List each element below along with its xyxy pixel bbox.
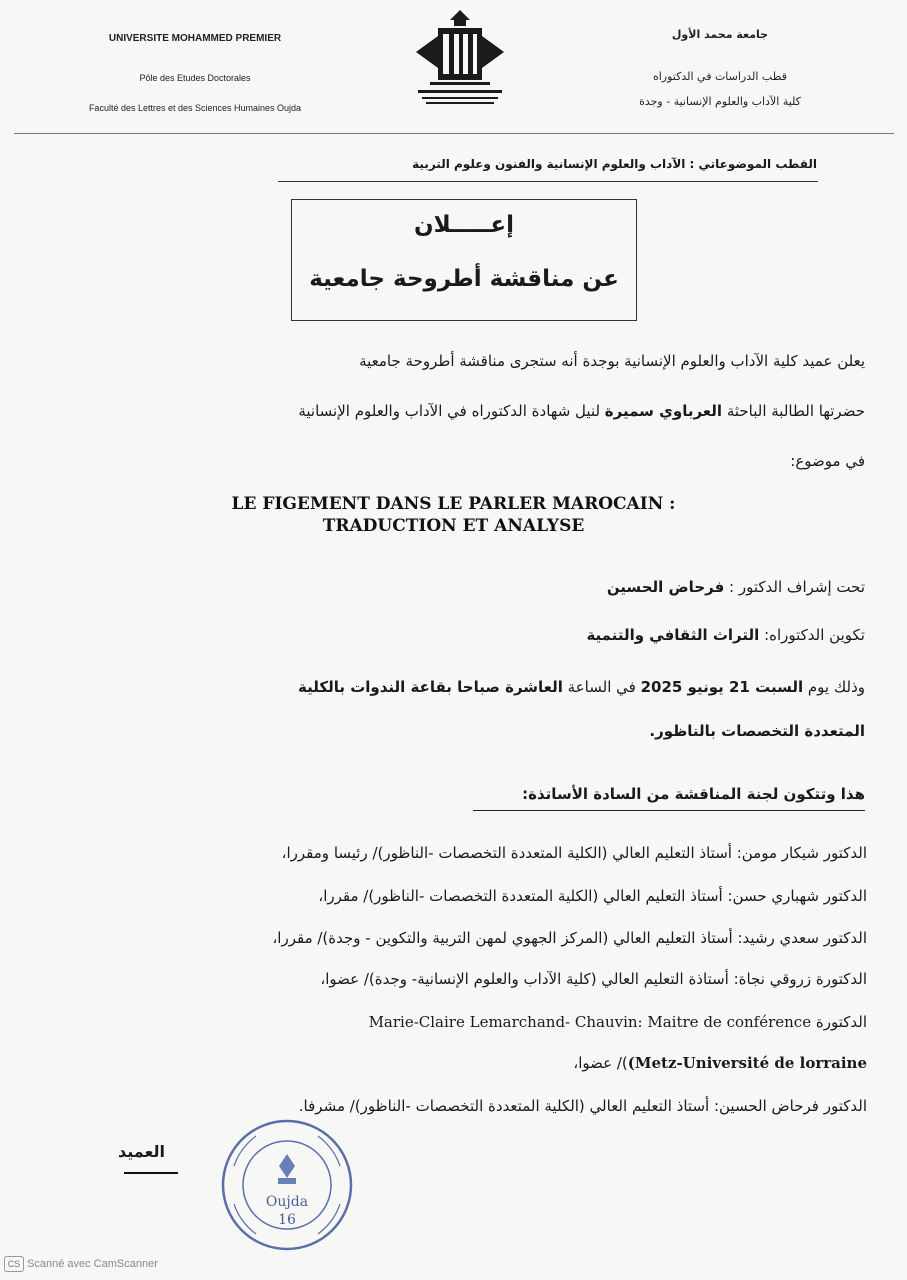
jury-member-5-title: الدكتورة xyxy=(815,1013,867,1031)
header-university-ar: جامعة محمد الأول xyxy=(671,28,769,41)
dean-signature-label: العميد xyxy=(118,1142,166,1161)
supervision-line xyxy=(607,578,865,596)
jury-member-3: الدكتور سعدي رشيد: أستاذ التعليم العالي (المركز الجهوي لمهن التربية والتكوين - وجدة)/ مقررا، xyxy=(272,929,867,947)
jury-member-6: الدكتور فرحاض الحسين: أستاذ التعليم العالي (الكلية المتعددة التخصصات -الناظور)/ مشرفا. xyxy=(298,1097,867,1115)
jury-member-4: الدكتورة زروقي نجاة: أستاذة التعليم العالي (كلية الآداب والعلوم الإنسانية- وجدة)/ عضوا، xyxy=(320,970,867,988)
jury-member-5-role: )/ عضوا، xyxy=(573,1054,628,1072)
training-label: تكوين الدكتوراه: xyxy=(759,626,865,644)
body-line-2-suffix: لنيل شهادة الدكتوراه في الآداب والعلوم الإنسانية xyxy=(298,402,605,420)
header-faculty-fr: Faculté des Lettres et des Sciences Humaines Oujda xyxy=(88,103,302,113)
camscanner-logo-icon: CS xyxy=(4,1256,24,1272)
defense-time: العاشرة صباحا xyxy=(457,678,563,696)
defense-date: السبت 21 يونيو 2025 xyxy=(640,678,804,696)
jury-member-5-affiliation xyxy=(573,1054,867,1072)
training-name: التراث الثقافي والتنمية xyxy=(586,626,760,644)
header-divider xyxy=(14,133,894,134)
thesis-title-line-1: LE FIGEMENT DANS LE PARLER MAROCAIN : xyxy=(231,494,676,514)
supervisor-name: فرحاض الحسين xyxy=(606,578,725,596)
body-line-2 xyxy=(298,402,865,420)
training-line xyxy=(586,626,865,644)
announcement-title: إعـــــلان xyxy=(414,212,514,238)
jury-heading-underline xyxy=(473,810,865,811)
body-line-1: يعلن عميد كلية الآداب والعلوم الإنسانية بوجدة أنه ستجرى مناقشة أطروحة جامعية xyxy=(359,352,865,370)
stamp-city: Oujda xyxy=(265,1194,309,1210)
schedule-line-2: المتعددة التخصصات بالناظور. xyxy=(649,722,865,740)
body-line-2-prefix: حضرتها الطالبة الباحثة xyxy=(722,402,865,420)
jury-member-5 xyxy=(369,1013,867,1031)
scanner-watermark xyxy=(4,1256,158,1272)
supervision-label: تحت إشراف الدكتور : xyxy=(724,578,865,596)
jury-member-5-name: Marie-Claire Lemarchand- Chauvin: Maitre de conférence xyxy=(368,1013,812,1031)
jury-heading: هذا وتتكون لجنة المناقشة من السادة الأساتذة: xyxy=(522,785,865,803)
schedule-line-1 xyxy=(298,678,865,696)
header-faculty-ar: كلية الآداب والعلوم الإنسانية - وجدة xyxy=(639,95,801,108)
jury-member-2: الدكتور شهباري حسن: أستاذ التعليم العالي (الكلية المتعددة التخصصات -الناظور)/ مقررا، xyxy=(318,887,867,905)
announcement-title-box xyxy=(291,199,637,321)
subject-pole-underline xyxy=(278,181,818,182)
university-logo-icon xyxy=(408,8,512,108)
subject-pole: القطب الموضوعاتي : الآداب والعلوم الإنسانية والفنون وعلوم التربية xyxy=(412,157,817,171)
candidate-name: العرباوي سميرة xyxy=(604,402,723,420)
body-line-3: في موضوع: xyxy=(790,452,865,470)
jury-member-1: الدكتور شيكار مومن: أستاذ التعليم العالي (الكلية المتعددة التخصصات -الناظور)/ رئيسا ومقررا، xyxy=(281,844,867,862)
thesis-title-line-2: TRADUCTION ET ANALYSE xyxy=(322,516,585,536)
stamp-number: 16 xyxy=(278,1212,296,1228)
defense-location: بقاعة الندوات بالكلية xyxy=(298,678,458,696)
schedule-time-label: في الساعة xyxy=(562,678,641,696)
scanner-watermark-text: Scanné avec CamScanner xyxy=(27,1257,158,1270)
header-pole-fr: Pôle des Etudes Doctorales xyxy=(139,73,251,83)
jury-member-5-institution: (Metz-Université de lorraine xyxy=(627,1054,867,1072)
header-pole-ar: قطب الدراسات في الدكتوراه xyxy=(652,70,788,83)
schedule-prefix: وذلك يوم xyxy=(803,678,865,696)
announcement-subtitle: عن مناقشة أطروحة جامعية xyxy=(309,266,619,292)
official-stamp-icon xyxy=(220,1118,354,1252)
dean-underline xyxy=(124,1172,178,1174)
header-university-fr: UNIVERSITE MOHAMMED PREMIER xyxy=(108,33,282,44)
